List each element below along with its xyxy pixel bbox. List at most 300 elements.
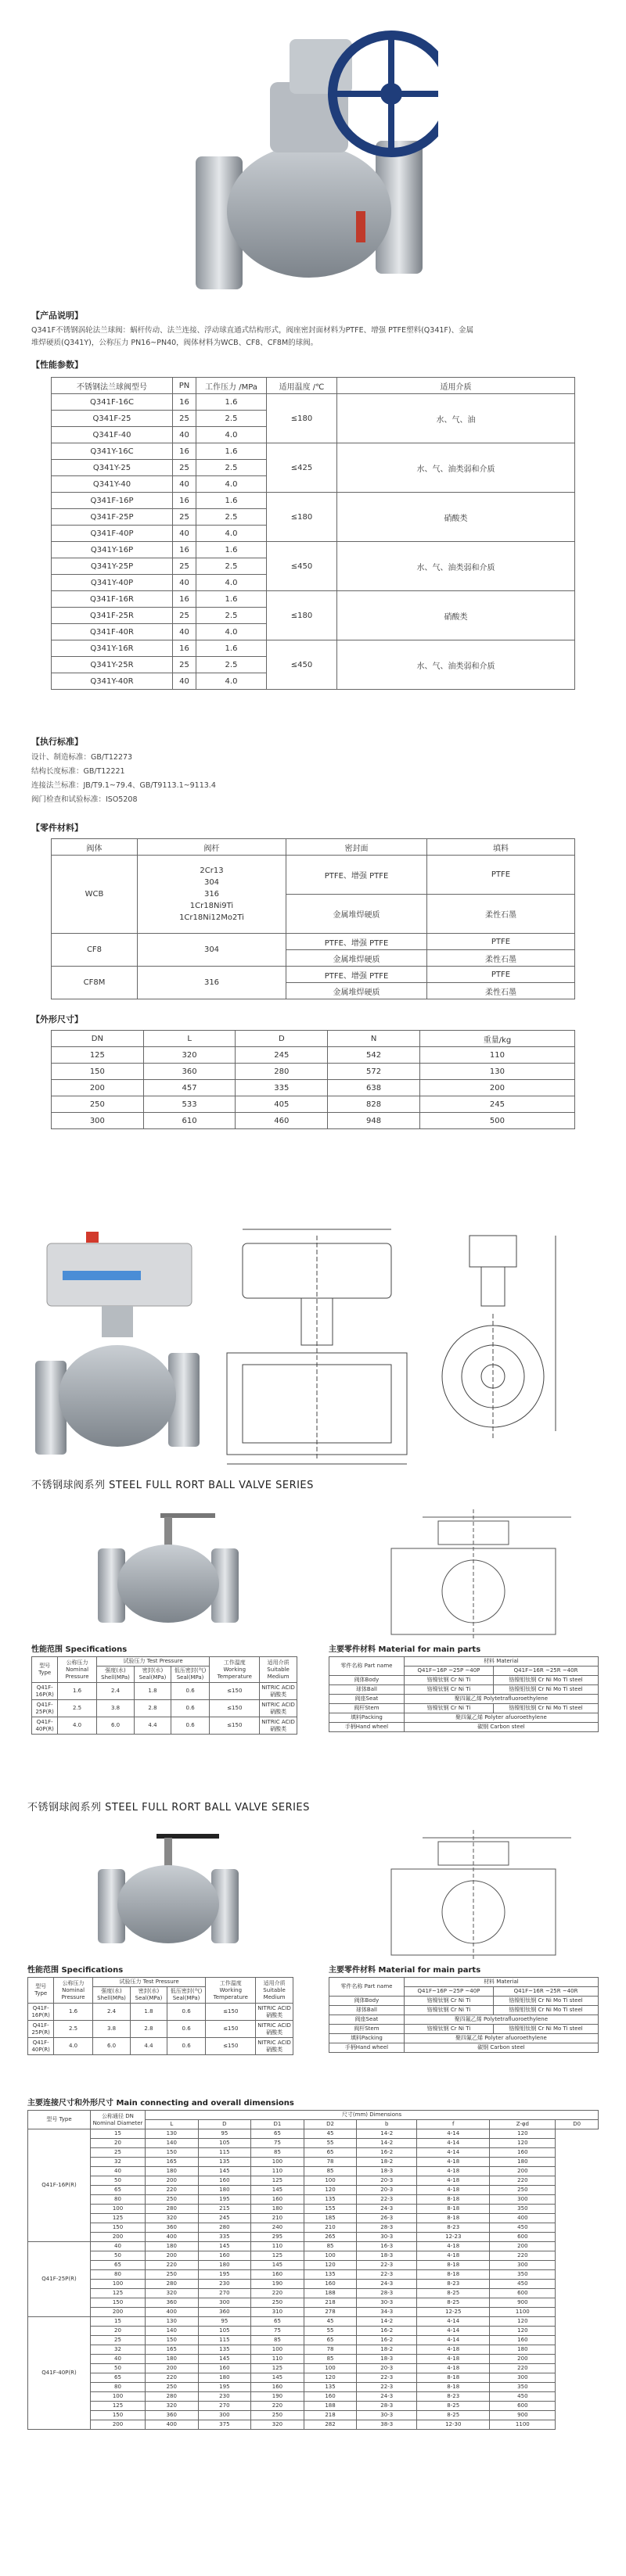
big-row <box>28 2233 599 2242</box>
big-cell: 180 <box>490 2345 556 2355</box>
performance-table <box>51 377 575 690</box>
big-cell: 26-3 <box>357 2214 417 2223</box>
spec-cell: 3.8 <box>92 2021 131 2038</box>
big-cell: 180 <box>490 2158 556 2167</box>
big-cell: 160 <box>198 2251 251 2261</box>
big-row <box>28 2205 599 2214</box>
dim-cell: 542 <box>328 1047 420 1064</box>
big-cell: 215 <box>198 2205 251 2214</box>
spec-subheader: 低压密封(气) Seal(MPa) <box>171 1667 210 1683</box>
big-table-title: 主要连接尺寸和外形尺寸 Main connecting and overall dimensions <box>27 2099 294 2108</box>
big-cell: 220 <box>146 2261 199 2270</box>
big-cell: 125 <box>251 2176 304 2186</box>
perf-pn: 25 <box>173 657 196 673</box>
std-line: 连接法兰标准：JB/T9.1~79.4、GB/T9113.1~9113.4 <box>31 781 216 790</box>
spec-cell: 0.6 <box>167 2038 206 2055</box>
big-cell: 188 <box>304 2402 357 2411</box>
big-cell: 200 <box>146 2251 199 2261</box>
big-col: D0 <box>556 2120 599 2129</box>
big-cell: 270 <box>198 2402 251 2411</box>
big-cell: 8-18 <box>417 2214 490 2223</box>
spec-table-1 <box>31 1656 297 1735</box>
big-cell: 115 <box>198 2148 251 2158</box>
perf-row <box>52 493 575 509</box>
big-cell: 8-25 <box>417 2289 490 2298</box>
mat-seal-cell: PTFE、增强 PTFE <box>286 967 427 983</box>
std-line: 设计、制造标准：GB/T12273 <box>31 753 133 762</box>
big-cell: 65 <box>91 2186 146 2195</box>
spec-header: 试验压力 Test Pressure <box>92 1978 206 1987</box>
perf-pressure: 4.0 <box>196 526 267 542</box>
mat-pack-cell: 柔性石墨 <box>427 950 575 967</box>
perf-pressure: 4.0 <box>196 673 267 690</box>
big-cell: 300 <box>198 2298 251 2308</box>
spec-cell: 1.6 <box>58 1683 96 1700</box>
big-row <box>28 2195 599 2205</box>
big-cell: 85 <box>251 2336 304 2345</box>
spec-subheader: 强度(水) Shell(MPa) <box>92 1987 131 2004</box>
mat2-type: Q41F~16P ~25P ~40P <box>404 1667 493 1676</box>
mat2-part: 球体Ball <box>329 2006 405 2015</box>
mat2-part: 填料Packing <box>329 2034 405 2043</box>
mat-pack-cell: 柔性石墨 <box>427 895 575 934</box>
perf-row <box>52 640 575 657</box>
big-cell: 145 <box>251 2373 304 2383</box>
big-row <box>28 2308 599 2317</box>
big-cell: 350 <box>490 2205 556 2214</box>
big-cell: 65 <box>91 2261 146 2270</box>
big-cell: 8-18 <box>417 2261 490 2270</box>
big-cell: 28-3 <box>357 2402 417 2411</box>
mat2-part: 阀座Seat <box>329 2015 405 2025</box>
perf-pn: 40 <box>173 575 196 591</box>
spec-cell: NITRIC ACID 硝酸类 <box>256 2038 293 2055</box>
big-cell: 28-3 <box>357 2223 417 2233</box>
perf-model: Q341Y-40P <box>52 575 173 591</box>
big-cell: 250 <box>251 2411 304 2420</box>
perf-pressure: 4.0 <box>196 476 267 493</box>
big-cell: 95 <box>198 2129 251 2139</box>
big-cell: 22-3 <box>357 2383 417 2392</box>
big-cell: 165 <box>146 2345 199 2355</box>
big-row <box>28 2176 599 2186</box>
big-cell: 18-2 <box>357 2345 417 2355</box>
big-cell: 600 <box>490 2289 556 2298</box>
dim-cell: 828 <box>328 1096 420 1113</box>
big-cell: 250 <box>490 2186 556 2195</box>
mat2-material: 铬镍钼钛钢 Cr Ni Mo Ti steel <box>494 1704 599 1713</box>
big-cell: 250 <box>146 2383 199 2392</box>
dim-cell: 200 <box>419 1080 574 1096</box>
big-row <box>28 2158 599 2167</box>
spec-title: 性能范围 Specifications <box>27 1966 124 1975</box>
big-col: D <box>198 2120 251 2129</box>
perf-temp: ≤450 <box>267 542 337 591</box>
dim-cell: 150 <box>52 1064 144 1080</box>
big-cell: 320 <box>146 2289 199 2298</box>
big-cell: 105 <box>198 2139 251 2148</box>
big-cell: 4-14 <box>417 2336 490 2345</box>
std-line: 阀门检查和试验标准：ISO5208 <box>31 795 138 804</box>
mat-pack-cell: PTFE <box>427 967 575 983</box>
big-cell: 125 <box>91 2214 146 2223</box>
dim-cell: 460 <box>236 1113 328 1129</box>
big-row <box>28 2214 599 2223</box>
mat2-row <box>329 2043 599 2053</box>
big-cell: 85 <box>251 2148 304 2158</box>
big-cell: 100 <box>91 2205 146 2214</box>
dim-cell: 200 <box>52 1080 144 1096</box>
spec-cell: 1.8 <box>131 2004 167 2021</box>
dimension-table <box>51 1030 575 1129</box>
big-cell: 270 <box>198 2289 251 2298</box>
big-cell: 160 <box>490 2148 556 2158</box>
big-cell: 50 <box>91 2364 146 2373</box>
mat2-row <box>329 1713 599 1723</box>
mat-title: 【零件材料】 <box>31 823 83 833</box>
spec-cell: 3.8 <box>96 1700 135 1717</box>
big-cell: 220 <box>490 2251 556 2261</box>
spec-cell: 0.6 <box>171 1717 210 1735</box>
mat2-header: 零件名称 Part name <box>329 1657 405 1676</box>
big-cell: 180 <box>198 2261 251 2270</box>
spec-cell: 1.8 <box>135 1683 171 1700</box>
big-cell: 55 <box>304 2139 357 2148</box>
big-cell: 150 <box>91 2298 146 2308</box>
spec-cell: 4.4 <box>131 2038 167 2055</box>
big-row <box>28 2289 599 2298</box>
big-cell: 20 <box>91 2327 146 2336</box>
perf-pressure: 2.5 <box>196 608 267 624</box>
big-cell: 180 <box>198 2186 251 2195</box>
perf-model: Q341F-40P <box>52 526 173 542</box>
big-cell: 230 <box>198 2392 251 2402</box>
big-cell: 320 <box>251 2420 304 2430</box>
big-cell: 16-3 <box>357 2242 417 2251</box>
big-cell: 8-18 <box>417 2195 490 2205</box>
big-cell: 85 <box>304 2355 357 2364</box>
big-row <box>28 2420 599 2430</box>
mat-header: 阀体 <box>52 839 138 856</box>
gear-ball-valve-photo <box>180 8 438 297</box>
big-cell: 80 <box>91 2383 146 2392</box>
big-cell: 160 <box>198 2176 251 2186</box>
dim-cell: 250 <box>52 1096 144 1113</box>
dim-cell: 335 <box>236 1080 328 1096</box>
perf-title: 【性能参数】 <box>31 360 83 370</box>
big-cell: 220 <box>146 2186 199 2195</box>
big-cell: 24-3 <box>357 2392 417 2402</box>
dim-cell: 280 <box>236 1064 328 1080</box>
big-cell: 200 <box>146 2176 199 2186</box>
perf-pn: 25 <box>173 411 196 427</box>
perf-model: Q341Y-40R <box>52 673 173 690</box>
big-cell: 85 <box>304 2242 357 2251</box>
big-cell: 30-3 <box>357 2411 417 2420</box>
perf-pressure: 2.5 <box>196 509 267 526</box>
big-cell: 135 <box>304 2383 357 2392</box>
dim-cell: 533 <box>143 1096 236 1113</box>
perf-model: Q341F-16R <box>52 591 173 608</box>
big-cell: 24-3 <box>357 2205 417 2214</box>
dim-cell: 610 <box>143 1113 236 1129</box>
big-cell: 24-3 <box>357 2280 417 2289</box>
big-cell: 180 <box>146 2167 199 2176</box>
big-cell: 55 <box>304 2327 357 2336</box>
big-cell: 145 <box>198 2167 251 2176</box>
spec-subheader: 密封(水) Seal(MPa) <box>135 1667 171 1683</box>
perf-model: Q341Y-16R <box>52 640 173 657</box>
spec-cell: 4.0 <box>58 1717 96 1735</box>
perf-pn: 16 <box>173 394 196 411</box>
mat2-material: 铬镍钛钢 Cr Ni Ti <box>404 1676 493 1685</box>
big-cell: 75 <box>251 2139 304 2148</box>
dim-row <box>52 1064 575 1080</box>
big-cell: 145 <box>251 2186 304 2195</box>
mat-body-cell: WCB <box>52 856 138 934</box>
big-type: Q41F-40P(R) <box>28 2317 91 2430</box>
big-cell: 100 <box>91 2280 146 2289</box>
big-cell: 8-23 <box>417 2223 490 2233</box>
product-desc-line: 堆焊硬质(Q341Y)，公称压力 PN16~PN40，阀体材料为WCB、CF8、CF8M的球阀。 <box>31 339 318 347</box>
big-cell: 80 <box>91 2195 146 2205</box>
mat-stem-cell: 304 <box>138 934 286 967</box>
mat-seal-cell: PTFE、增强 PTFE <box>286 856 427 895</box>
big-cell: 4-14 <box>417 2327 490 2336</box>
spec-header: 工作温度 Working Temperature <box>206 1978 256 2004</box>
spec-header: 公称压力 Nominal Pressure <box>54 1978 92 2004</box>
big-row <box>28 2167 599 2176</box>
big-cell: 265 <box>304 2233 357 2242</box>
mat2-material: 聚四氟乙烯 Polyter afuoroethylene <box>404 1713 598 1723</box>
perf-model: Q341F-40R <box>52 624 173 640</box>
big-row <box>28 2355 599 2364</box>
big-cell: 120 <box>490 2129 556 2139</box>
big-cell: 280 <box>146 2392 199 2402</box>
perf-pressure: 2.5 <box>196 460 267 476</box>
mat-stem-cell: 316 <box>138 967 286 999</box>
big-cell: 65 <box>304 2148 357 2158</box>
big-cell: 4-18 <box>417 2158 490 2167</box>
perf-medium: 硝酸类 <box>337 591 575 640</box>
big-cell: 40 <box>91 2167 146 2176</box>
dim-cell: 405 <box>236 1096 328 1113</box>
big-cell: 300 <box>490 2195 556 2205</box>
perf-pn: 25 <box>173 558 196 575</box>
perf-pressure: 4.0 <box>196 575 267 591</box>
big-row <box>28 2298 599 2308</box>
pneumatic-valve-photo <box>31 1228 203 1470</box>
material-title: 主要零件材料 Material for main parts <box>329 1645 481 1654</box>
section-drawing <box>344 1501 595 1642</box>
mat-seal-cell: 金属堆焊硬质 <box>286 950 427 967</box>
big-cell: 240 <box>251 2223 304 2233</box>
big-cell: 300 <box>490 2261 556 2270</box>
spec-cell: NITRIC ACID 硝酸类 <box>260 1717 297 1735</box>
mat2-material: 聚四氟乙烯 Polytetrafluoroethylene <box>404 2015 598 2025</box>
big-row <box>28 2186 599 2195</box>
big-cell: 15 <box>91 2317 146 2327</box>
big-cell: 160 <box>251 2383 304 2392</box>
dim-header: DN <box>52 1031 144 1047</box>
big-row <box>28 2373 599 2383</box>
spec-cell: Q41F-16P(R) <box>28 2004 54 2021</box>
big-cell: 8-23 <box>417 2392 490 2402</box>
dim-row <box>52 1047 575 1064</box>
big-cell: 450 <box>490 2392 556 2402</box>
perf-pressure: 1.6 <box>196 394 267 411</box>
dim-cell: 572 <box>328 1064 420 1080</box>
mat-pack-cell: 柔性石墨 <box>427 983 575 999</box>
big-cell: 120 <box>304 2186 357 2195</box>
mat2-part: 填料Packing <box>329 1713 405 1723</box>
big-cell: 150 <box>146 2148 199 2158</box>
big-cell: 295 <box>251 2233 304 2242</box>
spec-subheader: 密封(水) Seal(MPa) <box>131 1987 167 2004</box>
big-cell: 200 <box>490 2167 556 2176</box>
big-cell: 20 <box>91 2139 146 2148</box>
dim-cell: 948 <box>328 1113 420 1129</box>
perf-header: 工作压力 /MPa <box>196 378 267 394</box>
big-cell: 8-18 <box>417 2373 490 2383</box>
perf-temp: ≤425 <box>267 443 337 493</box>
spec-subheader: 强度(水) Shell(MPa) <box>96 1667 135 1683</box>
perf-medium: 水、气、油 <box>337 394 575 443</box>
big-cell: 65 <box>304 2336 357 2345</box>
big-cell: 32 <box>91 2345 146 2355</box>
big-cell: 110 <box>251 2167 304 2176</box>
perf-model: Q341F-25R <box>52 608 173 624</box>
big-cell: 20-3 <box>357 2364 417 2373</box>
perf-pn: 25 <box>173 460 196 476</box>
perf-pressure: 1.6 <box>196 542 267 558</box>
big-cell: 165 <box>146 2158 199 2167</box>
ball-valve-photo <box>94 1509 243 1627</box>
mat2-type: Q41F~16R ~25R ~40R <box>494 1987 599 1997</box>
big-cell: 14-2 <box>357 2139 417 2148</box>
spec-cell: 2.4 <box>96 1683 135 1700</box>
big-cell: 900 <box>490 2298 556 2308</box>
big-header: 公称通径 DN Nominal Diameter <box>91 2111 146 2129</box>
big-cell: 600 <box>490 2402 556 2411</box>
big-cell: 125 <box>251 2251 304 2261</box>
perf-header: 适用温度 /℃ <box>267 378 337 394</box>
big-cell: 160 <box>198 2364 251 2373</box>
big-cell: 15 <box>91 2129 146 2139</box>
perf-pn: 40 <box>173 673 196 690</box>
big-cell: 8-18 <box>417 2270 490 2280</box>
mat-seal-cell: 金属堆焊硬质 <box>286 983 427 999</box>
mat2-header: 材料 Material <box>404 1978 598 1987</box>
mat2-type: Q41F~16R ~25R ~40R <box>494 1667 599 1676</box>
material-title: 主要零件材料 Material for main parts <box>329 1966 481 1975</box>
spec-cell: Q41F-25P(R) <box>32 1700 58 1717</box>
perf-model: Q341Y-16P <box>52 542 173 558</box>
big-cell: 350 <box>490 2270 556 2280</box>
mat2-type: Q41F~16P ~25P ~40P <box>404 1987 493 1997</box>
big-cell: 160 <box>304 2280 357 2289</box>
big-cell: 145 <box>198 2242 251 2251</box>
big-cell: 120 <box>490 2139 556 2148</box>
big-cell: 220 <box>490 2364 556 2373</box>
big-cell: 250 <box>251 2298 304 2308</box>
big-cell: 18-3 <box>357 2355 417 2364</box>
mat2-part: 阀体Body <box>329 1997 405 2006</box>
big-cell: 200 <box>146 2364 199 2373</box>
perf-model: Q341Y-25 <box>52 460 173 476</box>
big-cell: 80 <box>91 2270 146 2280</box>
spec-cell: ≤150 <box>210 1700 260 1717</box>
big-cell: 155 <box>304 2205 357 2214</box>
big-cell: 8-18 <box>417 2383 490 2392</box>
spec-row <box>28 2021 293 2038</box>
mat2-row <box>329 1685 599 1695</box>
perf-pn: 40 <box>173 526 196 542</box>
series-title: 不锈钢球阀系列 STEEL FULL RORT BALL VALVE SERIES <box>27 1802 310 1814</box>
big-cell: 95 <box>198 2317 251 2327</box>
big-cell: 195 <box>198 2383 251 2392</box>
big-cell: 145 <box>251 2261 304 2270</box>
big-row <box>28 2270 599 2280</box>
front-elevation-drawing <box>211 1220 423 1470</box>
big-cell: 400 <box>490 2214 556 2223</box>
big-row <box>28 2383 599 2392</box>
big-row <box>28 2223 599 2233</box>
section-drawing <box>344 1822 595 1963</box>
perf-temp: ≤180 <box>267 394 337 443</box>
big-col: f <box>417 2120 490 2129</box>
perf-model: Q341F-16P <box>52 493 173 509</box>
big-cell: 150 <box>146 2336 199 2345</box>
mat2-part: 手柄Hand wheel <box>329 1723 405 1732</box>
big-cell: 185 <box>304 2214 357 2223</box>
big-cell: 135 <box>198 2345 251 2355</box>
spec-cell: Q41F-40P(R) <box>32 1717 58 1735</box>
big-cell: 14-2 <box>357 2129 417 2139</box>
spec-cell: ≤150 <box>206 2021 256 2038</box>
std-title: 【执行标准】 <box>31 737 83 747</box>
perf-temp: ≤180 <box>267 591 337 640</box>
mat-seal-cell: PTFE、增强 PTFE <box>286 934 427 950</box>
dim-row <box>52 1080 575 1096</box>
big-cell: 4-14 <box>417 2129 490 2139</box>
mat-header: 阀杆 <box>138 839 286 856</box>
big-cell: 360 <box>146 2298 199 2308</box>
spec-cell: NITRIC ACID 硝酸类 <box>260 1683 297 1700</box>
big-cell: 160 <box>251 2270 304 2280</box>
big-cell: 4-18 <box>417 2242 490 2251</box>
spec-row <box>28 2004 293 2021</box>
big-cell: 12-23 <box>417 2233 490 2242</box>
spec-cell: 0.6 <box>167 2021 206 2038</box>
big-cell: 105 <box>198 2327 251 2336</box>
big-type: Q41F-25P(R) <box>28 2242 91 2317</box>
big-cell: 18-2 <box>357 2158 417 2167</box>
mat2-material: 铬镍钛钢 Cr Ni Ti <box>404 2025 493 2034</box>
spec-cell: 2.5 <box>54 2021 92 2038</box>
dim-header: L <box>143 1031 236 1047</box>
big-cell: 200 <box>91 2420 146 2430</box>
perf-pn: 40 <box>173 476 196 493</box>
big-cell: 400 <box>146 2420 199 2430</box>
big-header: 型号 Type <box>28 2111 91 2129</box>
dim-cell: 457 <box>143 1080 236 1096</box>
spec-subheader: 低压密封(气) Seal(MPa) <box>167 1987 206 2004</box>
big-cell: 4-14 <box>417 2317 490 2327</box>
dim-cell: 245 <box>236 1047 328 1064</box>
dim-cell: 638 <box>328 1080 420 1096</box>
mat2-material: 铬镍钛钢 Cr Ni Ti <box>404 1997 493 2006</box>
